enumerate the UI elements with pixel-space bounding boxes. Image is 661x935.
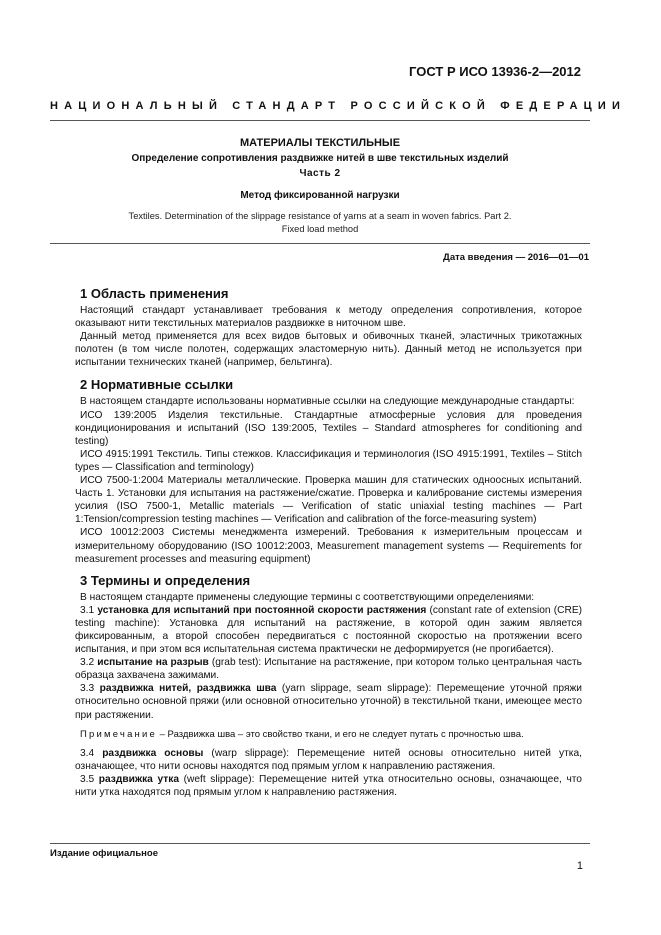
note-label: Примечание [80,728,157,740]
title-part: Часть 2 [299,168,341,179]
section-3 [75,571,582,799]
title-block [50,136,590,236]
note [75,728,582,741]
document-body [75,284,582,799]
title-sub: Определение сопротивления раздвижке нитей в шве текстильных изделий [131,153,509,164]
date-introduced: Дата введения — 2016—01—01 [443,252,589,263]
title-english-line1: Textiles. Determination of the slippage resistance of yarns at a seam in woven fabrics. Part 2. [128,211,512,221]
term-number: 3.2 [80,657,95,669]
edition-label: Издание официальное [50,848,158,859]
term-3-1 [75,604,582,656]
term-definition: (grab test): Испытание на растяжение, при котором только центральная часть образца захвачена зажимами. [75,657,582,682]
reference-iso-7500-1: ИСО 7500-1:2004 Материалы металлические. Проверка машин для статических одноосных испытаний. Часть 1. Установки для испытания на растяжение/сжатие. Проверка и калибрование системы измерения усилия (ISO 7500-1, Metallic materials — Verification of static uniaxial testing machines — Part 1:Tension/compression testing machines — Verification and calibration of the force-measuring system) [75,475,582,526]
divider-top [50,120,590,121]
paragraph: В настоящем стандарте применены следующие термины с соответствующими определениями: [80,591,535,603]
title-english-line2: Fixed load method [281,224,359,234]
term-number: 3.4 [80,747,95,759]
section-2-heading: 2 Нормативные ссылки [80,377,234,393]
term-definition: (yarn slippage, seam slippage): Перемещение уточной пряжи относительно основной пряжи (или основной относительно уточной) в текстильной ткани, имеющее место при растяжении. [75,683,582,721]
section-1-heading: 1 Область применения [80,286,229,301]
term-definition: (weft slippage): Перемещение нитей утка относительно основы, означающее, что нити утка находятся под прямым углом к направлению растяжения. [75,773,582,798]
section-3-heading: 3 Термины и определения [80,572,251,588]
section-1 [75,284,582,369]
title-method: Метод фиксированной нагрузки [240,190,400,201]
term-number: 3.1 [80,604,95,616]
term-3-3 [75,682,582,721]
page-number: 1 [576,860,583,872]
term-definition: (constant rate of extension (CRE) testing machine): Установка для испытаний на растяжение, в которой один зажим является фиксированным, а второй способен передвигаться с постоянной скоростью на протяжении всего испытания, и при этом вся испытательная система практически не деформируется (не прогибается). [75,604,583,656]
divider-mid [50,243,590,244]
term-number: 3.3 [80,683,95,695]
term-name: раздвижка основы [102,747,204,759]
term-name: раздвижка утка [98,773,179,785]
reference-iso-10012: ИСО 10012:2003 Системы менеджмента измерений. Требования к измерительным процессам и измерительному оборудованию (ISO 10012:2003, Measurement management systems — Requirements for measurement processes and measuring equipment) [75,527,582,565]
term-3-5 [75,773,582,799]
paragraph: Настоящий стандарт устанавливает требования к методу определения сопротивления, которое оказывают нити текстильных материалов раздвижке в ниточном шве. [75,305,582,330]
paragraph: Данный метод применяется для всех видов бытовых и обивочных тканей, эластичных трикотажных полотен (в том числе полотен, содержащих эластомерную нить). Данный метод не используется при испытании технических тканей (например, бельтинга). [75,331,582,369]
reference-iso-139: ИСО 139:2005 Изделия текстильные. Стандартные атмосферные условия для проведения кондиционирования и испытаний (ISO 139:2005, Textiles – Standard atmospheres for conditioning and testing) [75,409,582,447]
note-text: – Раздвижка шва – это свойство ткани, и его не следует путать с прочностью шва. [157,728,524,740]
term-3-4 [75,747,582,773]
title-english [50,210,590,236]
section-2 [75,375,582,565]
title-main: МАТЕРИАЛЫ ТЕКСТИЛЬНЫЕ [239,137,401,149]
reference-iso-4915: ИСО 4915:1991 Текстиль. Типы стежков. Классификация и терминология (ISO 4915:1991, Textiles – Stitch types — Classification and terminology) [75,448,582,473]
term-name: установка для испытаний при постоянной скорости растяжения [97,604,427,616]
term-name: раздвижка нитей, раздвижка шва [99,683,277,695]
standard-designation: ГОСТ Р ИСО 13936-2—2012 [409,64,581,79]
term-definition: (warp slippage): Перемещение нитей основы относительно нитей утка, означающее, что нити основы находятся под прямым углом к направлению растяжения. [75,747,582,772]
national-standard-banner: НАЦИОНАЛЬНЫЙ СТАНДАРТ РОССИЙСКОЙ ФЕДЕРАЦИИ [50,100,627,112]
term-number: 3.5 [80,773,95,785]
paragraph: В настоящем стандарте использованы нормативные ссылки на следующие международные стандарты: [80,396,575,408]
term-name: испытание на разрыв [97,657,209,669]
term-3-2 [75,656,582,682]
divider-bottom [50,843,590,844]
